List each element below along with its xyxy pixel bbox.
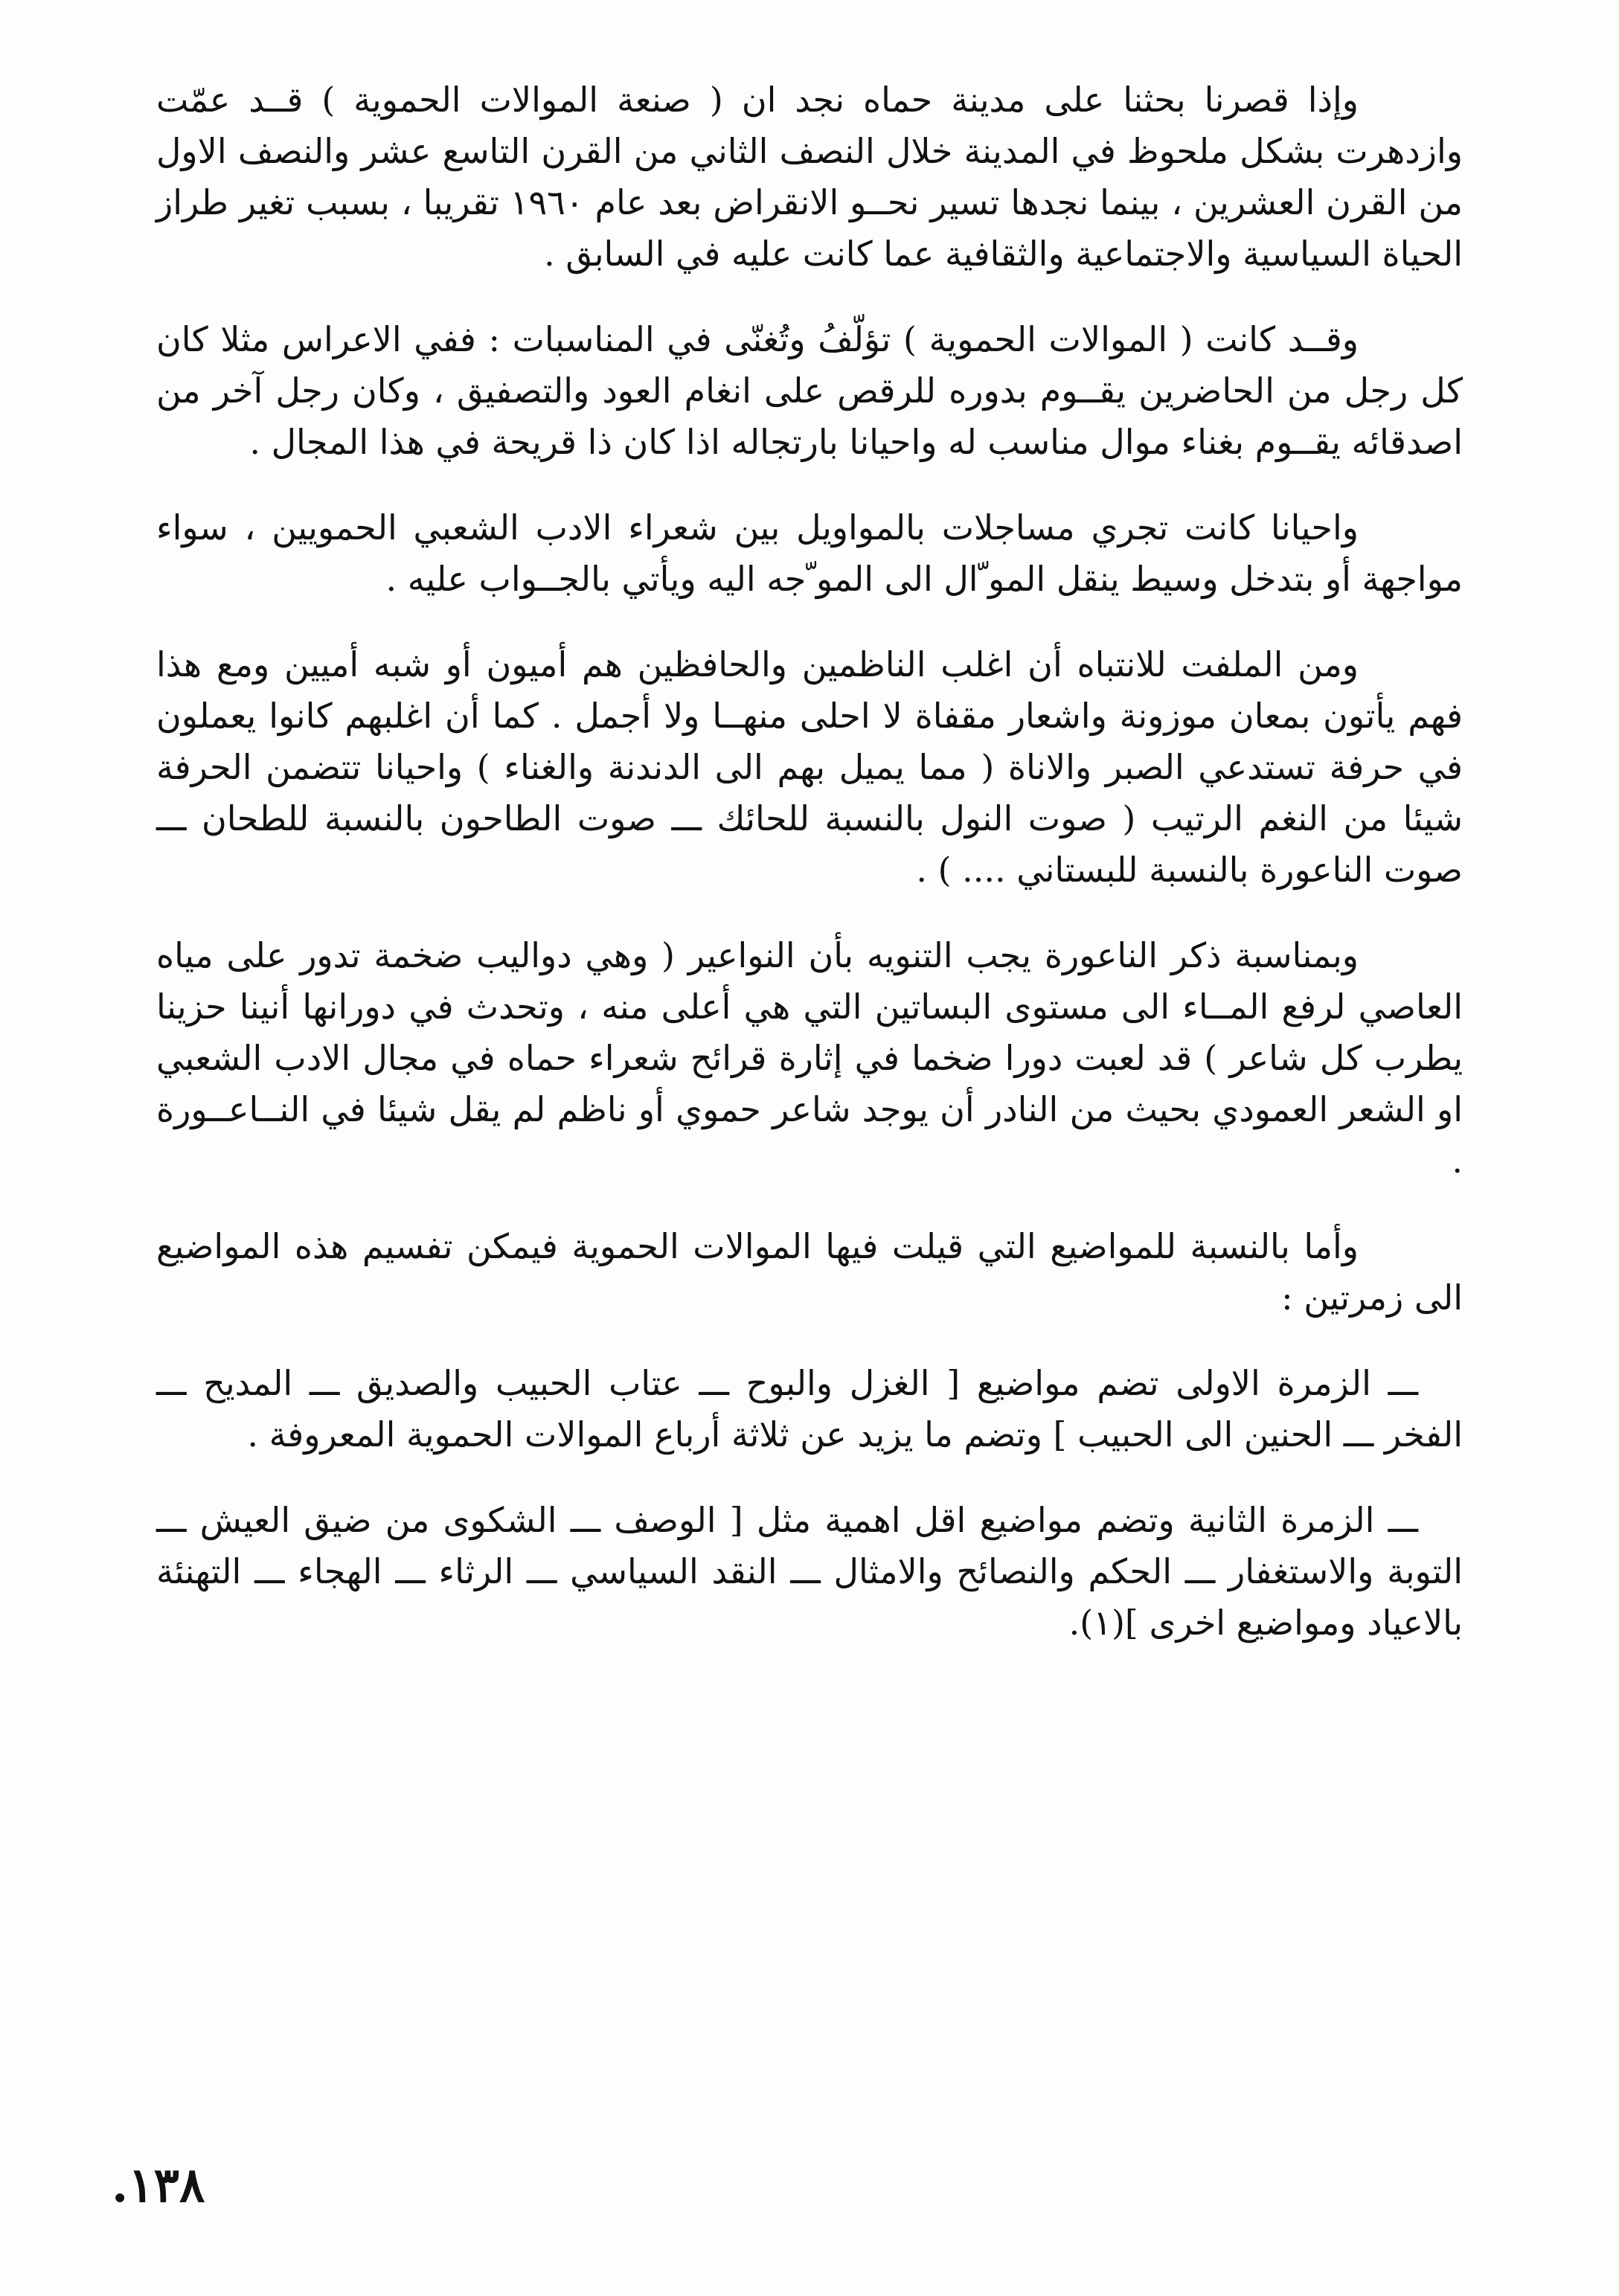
list-item-second-group: ـــ الزمرة الثانية وتضم مواضيع اقل اهمية مثل [ الوصف ـــ الشكوى من ضيق العيش ـــ التوبة والاستغفار ـــ الحكم والنصائح والامثال ـــ النقد السياسي ـــ الرثاء ـــ الهجاء ـــ التهنئة بالاعياد ومواضيع اخرى ](١). bbox=[156, 1500, 1463, 1643]
paragraph-norias: وبمناسبة ذكر الناعورة يجب التنويه بأن النواعير ( وهي دواليب ضخمة تدور على مياه العاصي لرفع المــاء الى مستوى البساتين التي هي أعلى منه ، وتحدث في دورانها أنينا حزينا يطرب كل شاعر ) قد لعبت دورا ضخما في إثارة قرائح شعراء حماه في مجال الادب الشعبي او الشعر العمودي بحيث من النادر أن يوجد شاعر حموي أو ناظم لم يقل شيئا في النــاعــورة . bbox=[156, 935, 1463, 1181]
body-text bbox=[156, 74, 1463, 1683]
paragraph-illiterate-poets: ومن الملفت للانتباه أن اغلب الناظمين والحافظين هم أميون أو شبه أميين ومع هذا فهم يأتون بمعان موزونة واشعار مقفاة لا احلى منهــا ولا أجمل . كما أن اغلبهم كانوا يعملون في حرفة تستدعي الصبر والاناة ( مما يميل بهم الى الدندنة والغناء ) واحيانا تتضمن الحرفة شيئا من النغم الرتيب ( صوت النول بالنسبة للحائك ـــ صوت الطاحون بالنسبة للطحان ـــ صوت الناعورة بالنسبة للبستاني .... ) . bbox=[156, 644, 1463, 890]
paragraph-occasions: وقــد كانت ( الموالات الحموية ) تؤلّفُ وتُغنّى في المناسبات : ففي الاعراس مثلا كان كل رجل من الحاضرين يقــوم بدوره للرقص على انغام العود والتصفيق ، وكان رجل آخر من اصدقائه يقــوم بغناء موال مناسب له واحيانا بارتجاله اذا كان ذا قريحة في هذا المجال . bbox=[156, 319, 1463, 462]
page-number: ١٣٨. bbox=[112, 2158, 205, 2213]
paragraph-topics-intro: وأما بالنسبة للمواضيع التي قيلت فيها الموالات الحموية فيمكن تفسيم هذه المواضيع الى زمرتين : bbox=[156, 1226, 1463, 1318]
list-item-first-group: ـــ الزمرة الاولى تضم مواضيع [ الغزل والبوح ـــ عتاب الحبيب والصديق ـــ المديح ـــ الفخر ـــ الحنين الى الحبيب ] وتضم ما يزيد عن ثلاثة أرباع الموالات الحموية المعروفة . bbox=[156, 1363, 1463, 1455]
paragraph-poetic-contests: واحيانا كانت تجري مساجلات بالمواويل بين شعراء الادب الشعبي الحمويين ، سواء مواجهة أو بتدخل وسيط ينقل المو ّال الى المو ّجه اليه ويأتي بالجــواب عليه . bbox=[156, 507, 1463, 599]
paragraph-hama-mawwal-craft: وإذا قصرنا بحثنا على مدينة حماه نجد ان ( صنعة الموالات الحموية ) قــد عمّت وازدهرت بشكل ملحوظ في المدينة خلال النصف الثاني من القرن التاسع عشر والنصف الاول من القرن العشرين ، بينما نجدها تسير نحــو الانقراض بعد عام ١٩٦٠ تقريبا ، بسبب تغير طراز الحياة السياسية والاجتماعية والثقافية عما كانت عليه في السابق . bbox=[156, 80, 1463, 274]
